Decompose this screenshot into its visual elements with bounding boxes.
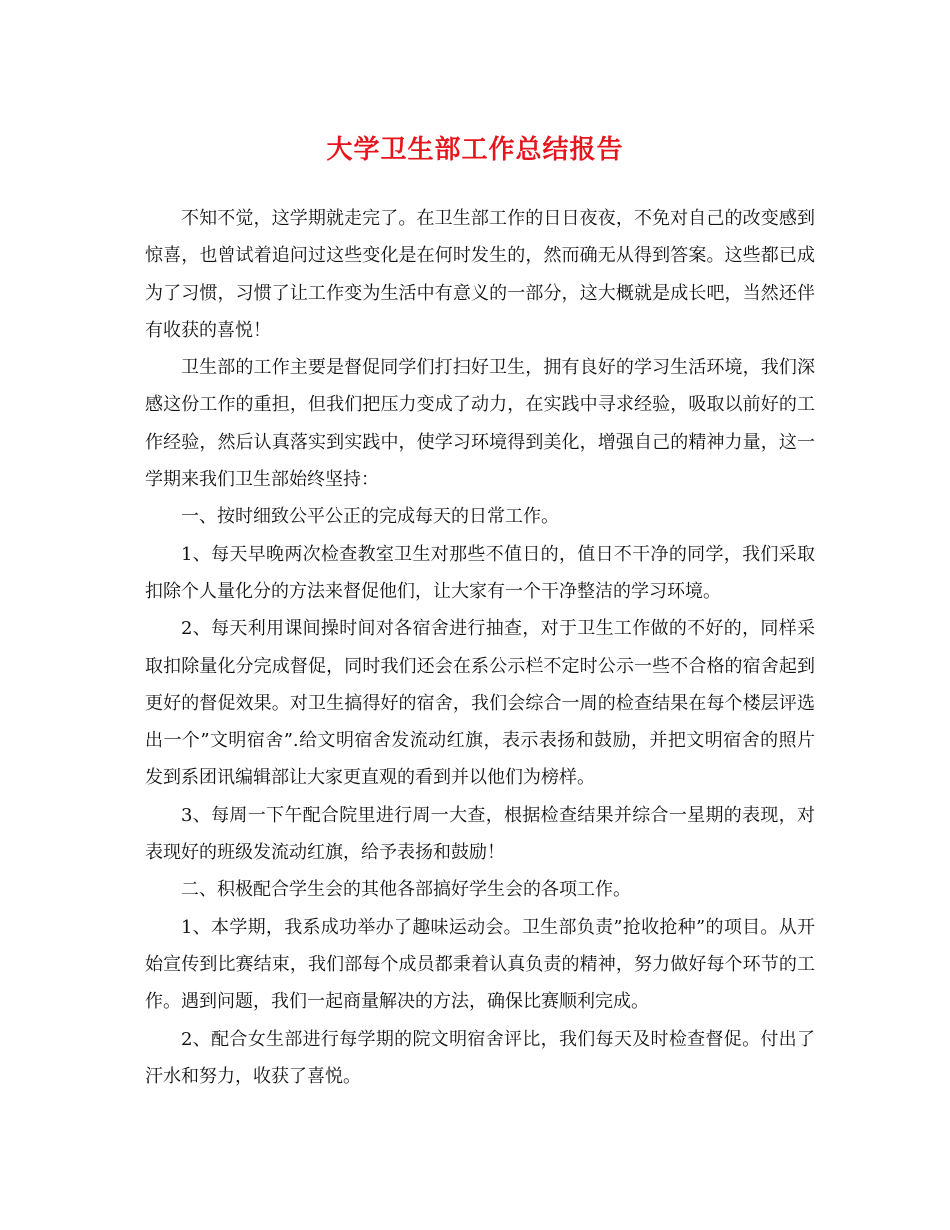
list-item: 1、本学期，我系成功举办了趣味运动会。卫生部负责”抢收抢种”的项目。从开始宣传到比赛结束，我们部每个成员都秉着认真负责的精神，努力做好每个环节的工作。遇到问题，我们一起商量解决的方法，确保比赛顺利完成。 (145, 916, 815, 1013)
list-item: 2、配合女生部进行每学期的院文明宿舍评比，我们每天及时检查督促。付出了汗水和努力，收获了喜悦。 (145, 1028, 815, 1087)
document-body (145, 200, 815, 1095)
list-item: 1、每天早晚两次检查教室卫生对那些不值日的，值日不干净的同学，我们采取扣除个人量化分的方法来督促他们，让大家有一个干净整洁的学习环境。 (145, 543, 815, 602)
document-title: 大学卫生部工作总结报告 (326, 135, 624, 165)
section-heading-2: 二、积极配合学生会的其他各部搞好学生会的各项工作。 (181, 879, 631, 901)
list-item: 3、每周一下午配合院里进行周一大查，根据检查结果并综合一星期的表现，对表现好的班级发流动红旗，给予表扬和鼓励！ (145, 804, 815, 864)
paragraph-duties: 卫生部的工作主要是督促同学们打扫好卫生，拥有良好的学习生活环境，我们深感这份工作的重担，但我们把压力变成了动力，在实践中寻求经验，吸取以前好的工作经验，然后认真落实到实践中，使学习环境得到美化，增强自己的精神力量，这一学期来我们卫生部始终坚持： (145, 357, 815, 491)
list-item: 2、每天利用课间操时间对各宿舍进行抽查，对于卫生工作做的不好的，同样采取扣除量化分完成督促，同时我们还会在系公示栏不定时公示一些不合格的宿舍起到更好的督促效果。对卫生搞得好的宿舍，我们会综合一周的检查结果在每个楼层评选出一个”文明宿舍”.给文明宿舍发流动红旗，表示表扬和鼓励，并把文明宿舍的照片发到系团讯编辑部让大家更直观的看到并以他们为榜样。 (145, 618, 815, 789)
paragraph-intro: 不知不觉，这学期就走完了。在卫生部工作的日日夜夜，不免对自己的改变感到惊喜，也曾试着追问过这些变化是在何时发生的，然而确无从得到答案。这些都已成为了习惯，习惯了让工作变为生活中有意义的一部分，这大概就是成长吧，当然还伴有收获的喜悦！ (145, 208, 815, 341)
section-heading-1: 一、按时细致公平公正的完成每天的日常工作。 (181, 506, 559, 528)
